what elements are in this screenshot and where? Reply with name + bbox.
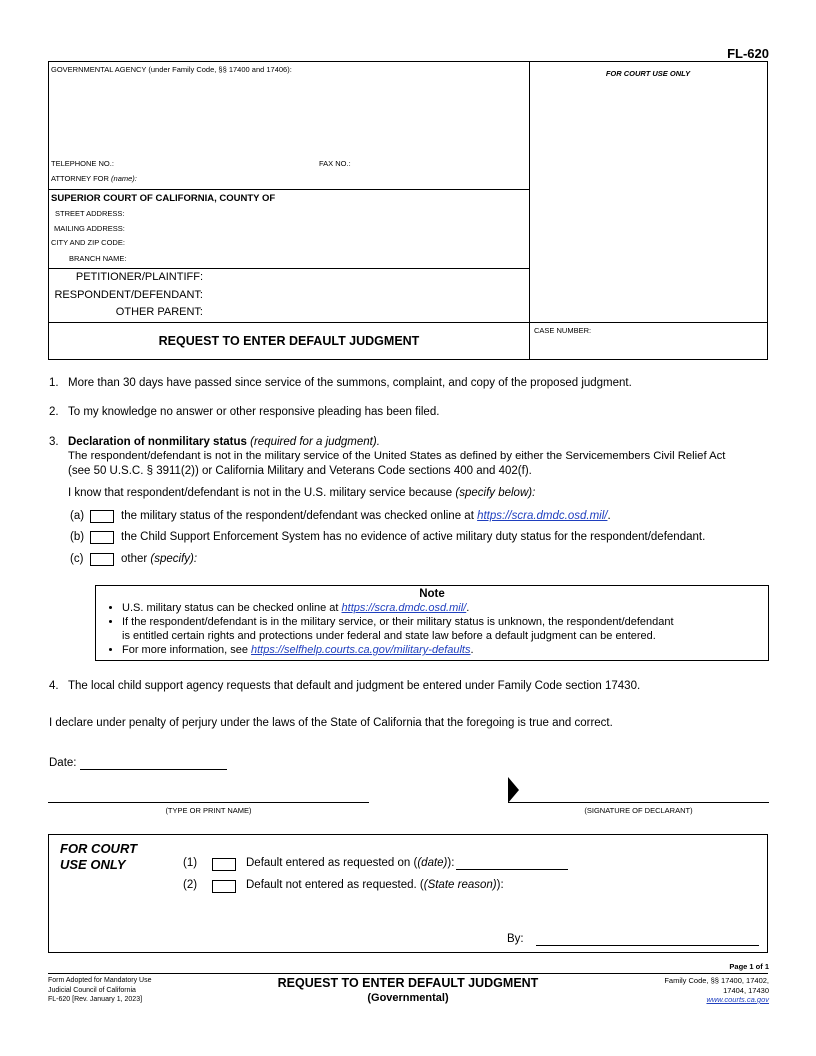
item4-text: The local child support agency requests that default and judgment be entered under Family Code section 17430. bbox=[68, 680, 641, 692]
divider bbox=[49, 322, 529, 323]
footer-code: Family Code, §§ 17400, 17402, 17404, 17430 www.courts.ca.gov bbox=[664, 976, 769, 1004]
branch-name-label: BRANCH NAME: bbox=[69, 254, 127, 263]
caption-box bbox=[48, 61, 768, 360]
respondent-label: RESPONDENT/DEFENDANT: bbox=[54, 289, 203, 301]
signature-arrow-icon bbox=[508, 777, 520, 803]
note-list bbox=[108, 601, 752, 657]
attorney-for-label: ATTORNEY FOR (name): bbox=[51, 174, 137, 183]
court-opt2-text: Default not entered as requested. ((State reason)): bbox=[246, 879, 504, 891]
court-date-field[interactable] bbox=[456, 869, 568, 870]
item3-number: 3. bbox=[49, 436, 59, 448]
caption-left bbox=[49, 62, 530, 359]
item1-text: More than 30 days have passed since service of the summons, complaint, and copy of the proposed judgment. bbox=[68, 377, 632, 389]
court-title: SUPERIOR COURT OF CALIFORNIA, COUNTY OF bbox=[51, 193, 276, 204]
courts-website-link[interactable]: www.courts.ca.gov bbox=[706, 995, 769, 1004]
footer-title: REQUEST TO ENTER DEFAULT JUDGMENT bbox=[277, 976, 539, 990]
caption-right bbox=[529, 62, 767, 359]
agency-label: GOVERNMENTAL AGENCY (under Family Code, §§ 17400 and 17406): bbox=[51, 65, 292, 74]
footer-divider bbox=[48, 973, 768, 974]
form-number: FL-620 bbox=[727, 46, 769, 61]
option-b-checkbox[interactable] bbox=[90, 531, 114, 544]
option-c-label: (c) bbox=[70, 553, 84, 565]
by-label: By: bbox=[507, 933, 524, 945]
item3-text-line1: The respondent/defendant is not in the military service of the United States as defined by either the Servicemembers Civil Relief Act bbox=[68, 450, 726, 462]
petitioner-label: PETITIONER/PLAINTIFF: bbox=[75, 271, 203, 283]
scra-link[interactable]: https://scra.dmdc.osd.mil/ bbox=[341, 602, 467, 614]
item3-text-line2: (see 50 U.S.C. § 3911(2)) or California Military and Veterans Code sections 400 and 402(f). bbox=[68, 465, 532, 477]
court-use-box bbox=[48, 834, 768, 953]
note-bullet: • If the respondent/defendant is in the military service, or their military status is unknown, the respondent/defendant is entitled certain rights and protections under federal and state law before a default judgment can be entered. bbox=[122, 615, 752, 643]
item2-text: To my knowledge no answer or other responsive pleading has been filed. bbox=[68, 406, 440, 418]
note-bullet: • U.S. military status can be checked online at https://scra.dmdc.osd.mil/. bbox=[122, 601, 752, 615]
court-opt1-label: (1) bbox=[183, 857, 198, 869]
telephone-label: TELEPHONE NO.: bbox=[51, 159, 114, 168]
case-number-label: CASE NUMBER: bbox=[534, 326, 592, 335]
selfhelp-link[interactable]: https://selfhelp.courts.ca.gov/military-defaults bbox=[251, 644, 471, 656]
item3-heading: Declaration of nonmilitary status (required for a judgment). bbox=[68, 436, 380, 448]
clerk-signature-field[interactable] bbox=[536, 945, 759, 946]
date-field[interactable] bbox=[80, 769, 227, 770]
scra-link[interactable]: https://scra.dmdc.osd.mil/ bbox=[477, 510, 608, 522]
court-use-only-label: FOR COURT USE ONLY bbox=[605, 69, 691, 78]
type-name-label: (TYPE OR PRINT NAME) bbox=[165, 806, 252, 815]
option-b-text: the Child Support Enforcement System has no evidence of active military duty status for the respondent/defendant. bbox=[121, 531, 706, 543]
other-parent-label: OTHER PARENT: bbox=[115, 306, 203, 318]
note-title: Note bbox=[419, 588, 445, 600]
option-b-label: (b) bbox=[70, 531, 85, 543]
option-a-checkbox[interactable] bbox=[90, 510, 114, 523]
city-zip-label: CITY AND ZIP CODE: bbox=[51, 238, 125, 247]
option-a-label: (a) bbox=[70, 510, 85, 522]
court-opt1-text: Default entered as requested on ((date)): bbox=[246, 857, 455, 869]
print-name-field[interactable] bbox=[48, 802, 369, 803]
court-opt1-checkbox[interactable] bbox=[212, 858, 236, 871]
signature-field[interactable] bbox=[508, 802, 769, 803]
divider bbox=[49, 189, 529, 190]
note-bullet: • For more information, see https://selfhelp.courts.ca.gov/military-defaults. bbox=[122, 643, 752, 657]
court-opt2-label: (2) bbox=[183, 879, 198, 891]
declaration-text: I declare under penalty of perjury under the laws of the State of California that the foregoing is true and correct. bbox=[49, 717, 613, 729]
date-label: Date: bbox=[49, 757, 77, 769]
footer-subtitle: (Governmental) bbox=[367, 992, 449, 1004]
divider bbox=[529, 322, 767, 323]
item1-number: 1. bbox=[49, 377, 59, 389]
footer-adopted: Form Adopted for Mandatory Use Judicial Council of California FL-620 [Rev. January 1, 2023] bbox=[48, 977, 152, 1003]
fax-label: FAX NO.: bbox=[319, 159, 351, 168]
option-a-text: the military status of the respondent/defendant was checked online at https://scra.dmdc.osd.mil/. bbox=[121, 510, 611, 522]
item2-number: 2. bbox=[49, 406, 59, 418]
note-box bbox=[95, 585, 769, 661]
item3-know-text: I know that respondent/defendant is not in the U.S. military service because (specify below): bbox=[68, 487, 536, 499]
court-use-title: FOR COURT USE ONLY bbox=[60, 841, 138, 872]
form-title: REQUEST TO ENTER DEFAULT JUDGMENT bbox=[158, 334, 420, 348]
divider bbox=[49, 268, 529, 269]
court-opt2-checkbox[interactable] bbox=[212, 880, 236, 893]
item4-number: 4. bbox=[49, 680, 59, 692]
signature-label: (SIGNATURE OF DECLARANT) bbox=[584, 806, 693, 815]
mailing-address-label: MAILING ADDRESS: bbox=[54, 224, 125, 233]
page-number: Page 1 of 1 bbox=[729, 962, 769, 971]
option-c-text: other (specify): bbox=[121, 553, 198, 565]
street-address-label: STREET ADDRESS: bbox=[55, 209, 125, 218]
option-c-checkbox[interactable] bbox=[90, 553, 114, 566]
